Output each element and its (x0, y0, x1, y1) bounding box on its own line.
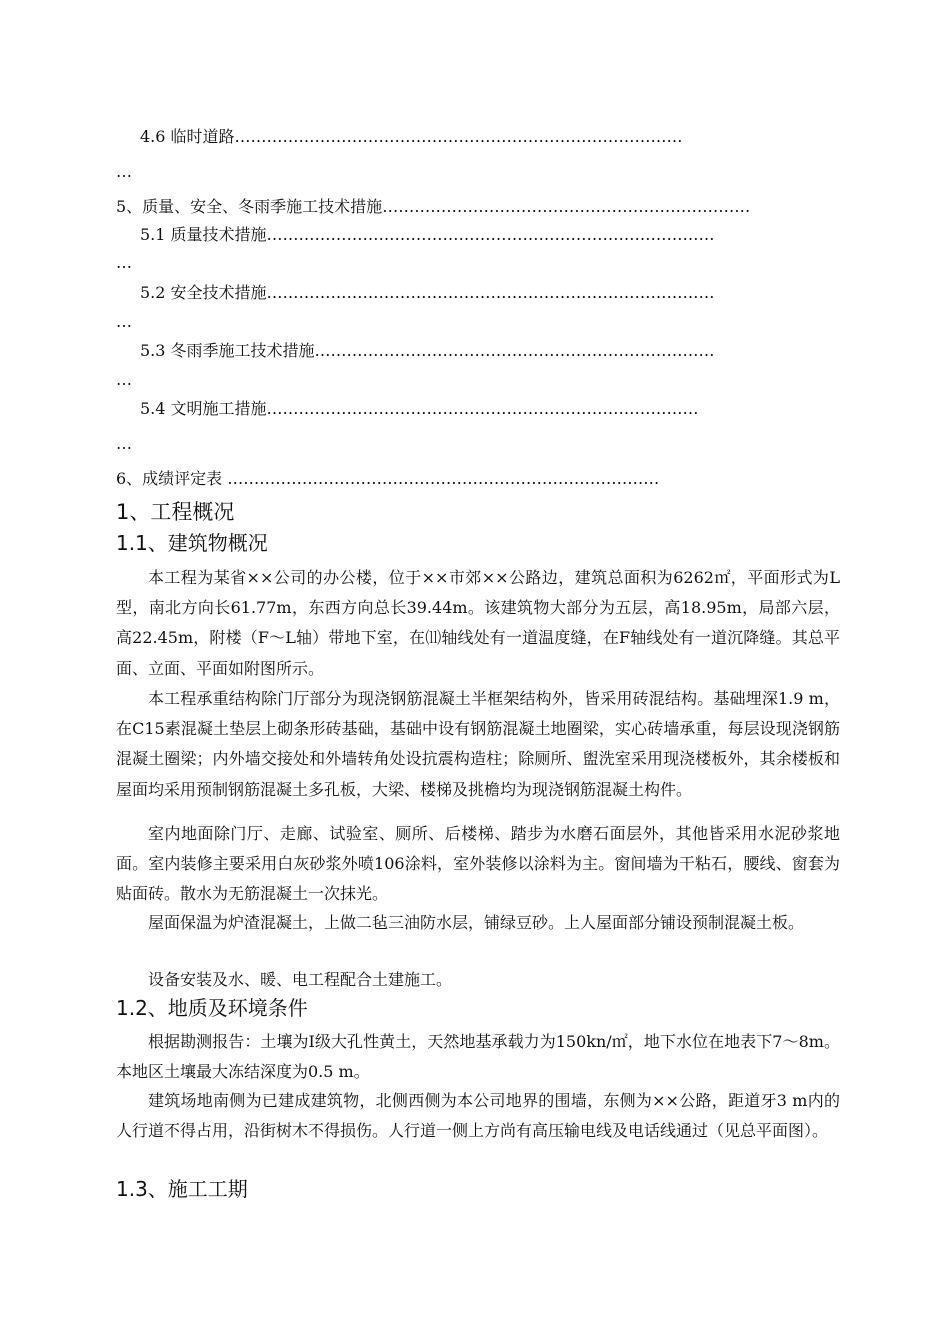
section-heading-1-2: 1.2、地质及环境条件 (116, 996, 308, 1020)
toc-entry-5-2[interactable] (140, 283, 715, 303)
section-heading-1: 1、工程概况 (116, 500, 235, 524)
paragraph-building-overview: 本工程为某省××公司的办公楼，位于××市郊××公路边，建筑总面积为6262㎡，平面形式为L型，南北方向长61.77m，东西方向总长39.44m。该建筑物大部分为五层，高18.95m，局部六层，高22.45m，附楼（F～L轴）带地下室，在⑾轴线处有一道温度缝，在F轴线处有一道沉降缝。其总平面、立面、平面如附图所示。 (116, 568, 840, 678)
toc-leader-dots: ………………………………………………………………………… (234, 127, 683, 146)
toc-entry-label: 5.1 质量技术措施 (140, 225, 267, 244)
section-heading-1-1: 1.1、建筑物概况 (116, 531, 268, 555)
toc-leader-dots: ………………………………………………………………… (314, 341, 715, 360)
toc-entry-label: 5.3 冬雨季施工技术措施 (140, 341, 315, 360)
paragraph-geology: 根据勘测报告：土壤为Ⅰ级大孔性黄土，天然地基承载力为150kn/㎡，地下水位在地表下7～8m。本地区土壤最大冻结深度为0.5 m。 (116, 1032, 840, 1082)
toc-continuation: … (116, 312, 132, 331)
toc-entry-4-6[interactable] (140, 127, 683, 147)
toc-leader-dots: ………………………………………………………………………… (266, 225, 715, 244)
toc-entry-label: 6、成绩评定表 (116, 469, 223, 488)
toc-entry-5[interactable] (116, 197, 750, 217)
toc-entry-5-4[interactable] (140, 399, 699, 419)
toc-entry-5-3[interactable] (140, 341, 715, 361)
section-heading-1-3: 1.3、施工工期 (116, 1177, 248, 1201)
toc-continuation: … (116, 370, 132, 389)
toc-leader-dots: ………………………………………………………………………… (266, 283, 715, 302)
toc-entry-label: 5.4 文明施工措施 (140, 399, 267, 418)
paragraph-structure: 本工程承重结构除门厅部分为现浇钢筋混凝土半框架结构外，皆采用砖混结构。基础埋深1.9 m，在C15素混凝土垫层上砌条形砖基础，基础中设有钢筋混凝土地圈梁，实心砖墙承重，每层设现浇钢筋混凝土圈梁；内外墙交接处和外墙转角处设抗震构造柱；除厕所、盥洗室采用现浇楼板外，其余楼板和屋面均采用预制钢筋混凝土多孔板，大梁、楼梯及挑檐均为现浇钢筋混凝土构件。 (116, 689, 840, 799)
paragraph-finishing: 室内地面除门厅、走廊、试验室、厕所、后楼梯、踏步为水磨石面层外，其他皆采用水泥砂浆地面。室内装修主要采用白灰砂浆外喷106涂料，室外装修以涂料为主。窗间墙为干粘石，腰线、窗套为贴面砖。散水为无筋混凝土一次抹光。 (116, 824, 840, 904)
toc-leader-dots: ……………………………………………………………………… (222, 469, 660, 488)
toc-leader-dots: ……………………………………………………………………… (266, 399, 699, 418)
toc-entry-6[interactable] (116, 469, 659, 489)
paragraph-site-environment: 建筑场地南侧为已建成建筑物，北侧西侧为本公司地界的围墙，东侧为××公路，距道牙3 m内的人行道不得占用，沿街树木不得损伤。人行道一侧上方尚有高压输电线及电话线通过（见总平面图）。 (116, 1091, 840, 1141)
toc-leader-dots: …………………………………………………………… (382, 197, 751, 216)
toc-entry-5-1[interactable] (140, 225, 715, 245)
toc-continuation: … (116, 253, 132, 272)
toc-entry-label: 5、质量、安全、冬雨季施工技术措施 (116, 197, 383, 216)
toc-continuation: … (116, 162, 132, 181)
toc-entry-label: 4.6 临时道路 (140, 127, 235, 146)
toc-entry-label: 5.2 安全技术措施 (140, 283, 267, 302)
paragraph-equipment: 设备安装及水、暖、电工程配合土建施工。 (148, 970, 453, 989)
toc-continuation: … (116, 434, 132, 453)
paragraph-roofing: 屋面保温为炉渣混凝土，上做二毡三油防水层，铺绿豆砂。上人屋面部分铺设预制混凝土板。 (148, 913, 805, 932)
